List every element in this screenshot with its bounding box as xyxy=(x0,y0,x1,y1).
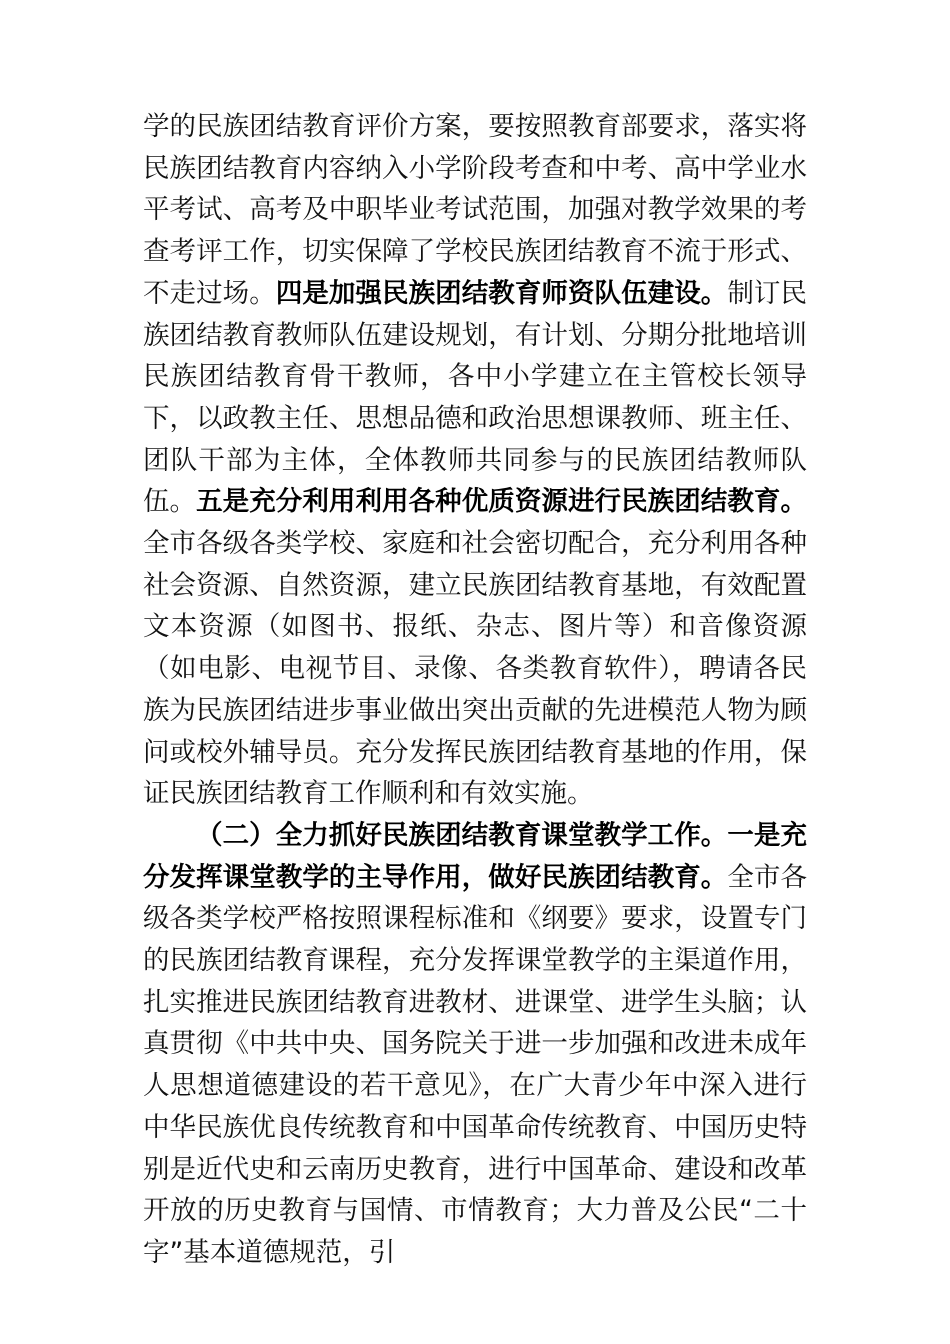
document-body xyxy=(143,106,807,1274)
paragraph-2-text-1: 全市各级各类学校严格按照课程标准和《纲要》要求，设置专门的民族团结教育课程，充分发挥课堂教学的主渠道作用，扎实推进民族团结教育进教材、进课堂、进学生头脑；认真贯彻《中共中央、国务院关于进一步加强和改进未成年人思想道德建设的若干意见》，在广大青少年中深入进行中华民族优良传统教育和中国革命传统教育、中国历史特别是近代史和云南历史教育，进行中国革命、建设和改革开放的历史教育与国情、市情教育；大力普及公民“二十字”基本道德规范，引 xyxy=(143,861,807,1268)
paragraph-1 xyxy=(143,106,807,815)
paragraph-1-bold-heading-5: 五是充分利用利用各种优质资源进行民族团结教育。 xyxy=(196,486,807,518)
paragraph-1-bold-heading-4: 四是加强民族团结教育师资队伍建设。 xyxy=(275,277,728,309)
paragraph-2 xyxy=(143,815,807,1274)
paragraph-1-text-2: 制订民族团结教育教师队伍建设规划，有计划、分期分批地培训民族团结教育骨干教师，各中小学建立在主管校长领导下，以政教主任、思想品德和政治思想课教师、班主任、团队干部为主体，全体教师共同参与的民族团结教师队伍。 xyxy=(143,277,807,518)
paragraph-1-text-3: 全市各级各类学校、家庭和社会密切配合，充分利用各种社会资源、自然资源，建立民族团结教育基地，有效配置文本资源（如图书、报纸、杂志、图片等）和音像资源（如电影、电视节目、录像、各类教育软件），聘请各民族为民族团结进步事业做出突出贡献的先进模范人物为顾问或校外辅导员。充分发挥民族团结教育基地的作用，保证民族团结教育工作顺利和有效实施。 xyxy=(143,528,807,810)
paragraph-2-bold-heading: （二）全力抓好民族团结教育课堂教学工作。一是充分发挥课堂教学的主导作用，做好民族团结教育。 xyxy=(143,819,807,893)
paragraph-1-text-1: 学的民族团结教育评价方案，要按照教育部要求，落实将民族团结教育内容纳入小学阶段考查和中考、高中学业水平考试、高考及中职毕业考试范围，加强对教学效果的考查考评工作，切实保障了学校民族团结教育不流于形式、不走过场。 xyxy=(143,111,807,309)
